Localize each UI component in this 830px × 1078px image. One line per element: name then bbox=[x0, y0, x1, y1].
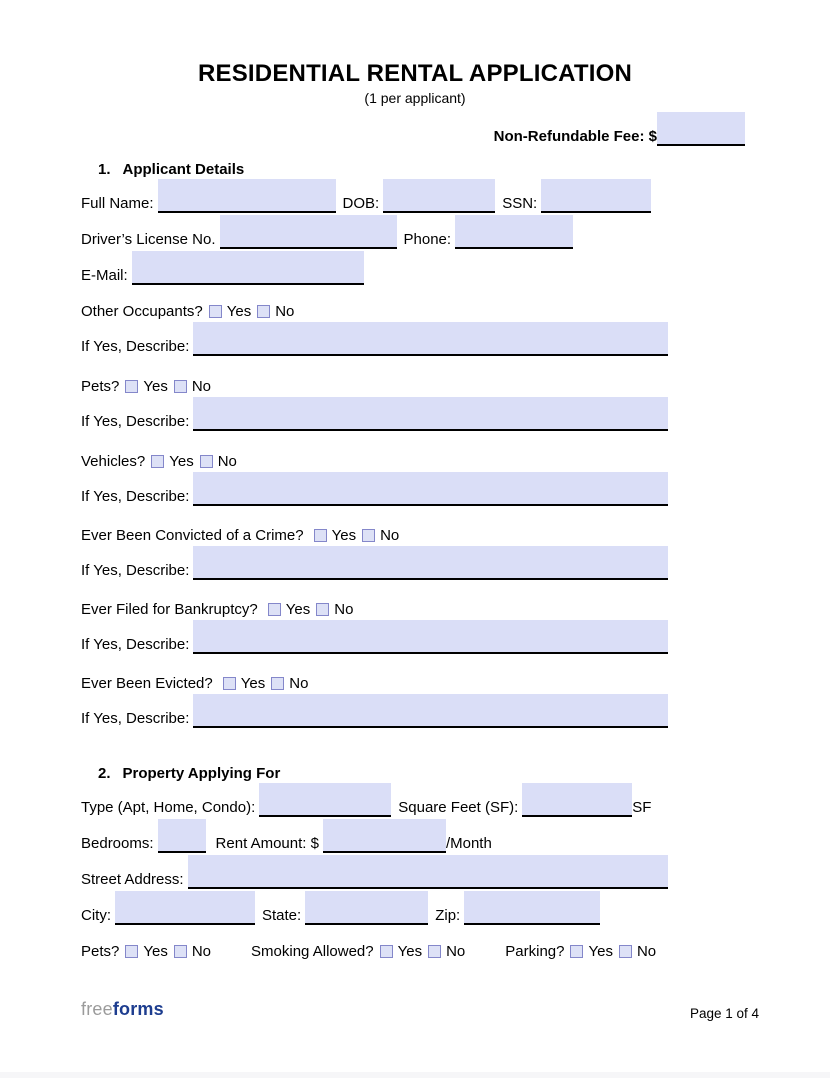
page-title: RESIDENTIAL RENTAL APPLICATION bbox=[197, 60, 632, 87]
pets-no-checkbox[interactable] bbox=[174, 380, 187, 393]
page-bottom-edge bbox=[0, 1072, 830, 1078]
vehicles-question bbox=[0, 452, 830, 470]
section-2-heading-text: Property Applying For bbox=[122, 765, 281, 782]
vehicles-label: Vehicles? bbox=[81, 452, 146, 470]
state-label: State: bbox=[262, 907, 302, 924]
other-occupants-no-label: No bbox=[275, 302, 295, 320]
zip-label: Zip: bbox=[435, 907, 461, 924]
property-questions-row bbox=[0, 942, 830, 960]
email-row bbox=[0, 251, 830, 285]
smoking-label: Smoking Allowed? bbox=[251, 942, 374, 960]
parking-yes-label: Yes bbox=[588, 942, 613, 960]
bankruptcy-question bbox=[0, 600, 830, 618]
if-yes-describe-label: If Yes, Describe: bbox=[81, 488, 190, 505]
non-refundable-fee-input[interactable] bbox=[657, 112, 745, 146]
freeforms-logo[interactable] bbox=[81, 999, 164, 1020]
bankruptcy-label: Ever Filed for Bankruptcy? bbox=[81, 600, 258, 618]
fee-row bbox=[0, 112, 830, 146]
bankruptcy-yes-checkbox[interactable] bbox=[268, 603, 281, 616]
evicted-question bbox=[0, 674, 830, 692]
full-name-input[interactable] bbox=[158, 179, 336, 213]
bankruptcy-describe-row bbox=[0, 620, 668, 654]
ssn-input[interactable] bbox=[541, 179, 651, 213]
bankruptcy-describe-input[interactable] bbox=[193, 620, 668, 654]
smoking-question bbox=[251, 943, 465, 960]
freeforms-logo-forms: forms bbox=[112, 999, 164, 1019]
parking-yes-checkbox[interactable] bbox=[570, 945, 583, 958]
bankruptcy-yes-label: Yes bbox=[285, 600, 311, 618]
square-feet-suffix: SF bbox=[632, 799, 652, 816]
zip-input[interactable] bbox=[464, 891, 600, 925]
rent-amount-input[interactable] bbox=[323, 819, 446, 853]
parking-no-label: No bbox=[636, 942, 657, 960]
evicted-yes-label: Yes bbox=[240, 674, 266, 692]
street-address-row bbox=[0, 855, 668, 889]
bedrooms-input[interactable] bbox=[158, 819, 206, 853]
license-row bbox=[0, 215, 830, 249]
page-subtitle: (1 per applicant) bbox=[364, 90, 466, 106]
freeforms-logo-free: free bbox=[81, 999, 113, 1019]
vehicles-yes-checkbox[interactable] bbox=[151, 455, 164, 468]
pets-question bbox=[0, 377, 830, 395]
other-occupants-yes-label: Yes bbox=[226, 302, 252, 320]
evicted-no-checkbox[interactable] bbox=[271, 677, 284, 690]
property-pets-yes-checkbox[interactable] bbox=[125, 945, 138, 958]
if-yes-describe-label: If Yes, Describe: bbox=[81, 338, 190, 355]
email-label: E-Mail: bbox=[81, 267, 128, 284]
if-yes-describe-label: If Yes, Describe: bbox=[81, 562, 190, 579]
section-1-heading-text: Applicant Details bbox=[122, 161, 245, 178]
property-pets-yes-label: Yes bbox=[143, 942, 168, 960]
bedrooms-label: Bedrooms: bbox=[81, 835, 154, 852]
street-address-label: Street Address: bbox=[81, 871, 184, 888]
ssn-label: SSN: bbox=[502, 195, 538, 212]
street-address-input[interactable] bbox=[188, 855, 668, 889]
pets-describe-row bbox=[0, 397, 668, 431]
email-input[interactable] bbox=[132, 251, 364, 285]
property-pets-no-checkbox[interactable] bbox=[174, 945, 187, 958]
if-yes-describe-label: If Yes, Describe: bbox=[81, 710, 190, 727]
name-row bbox=[0, 179, 830, 213]
pets-label: Pets? bbox=[81, 377, 120, 395]
phone-input[interactable] bbox=[455, 215, 573, 249]
dob-input[interactable] bbox=[383, 179, 495, 213]
dob-label: DOB: bbox=[342, 195, 380, 212]
city-label: City: bbox=[81, 907, 111, 924]
vehicles-describe-input[interactable] bbox=[193, 472, 668, 506]
pets-yes-checkbox[interactable] bbox=[125, 380, 138, 393]
other-occupants-describe-input[interactable] bbox=[193, 322, 668, 356]
full-name-label: Full Name: bbox=[81, 195, 154, 212]
city-input[interactable] bbox=[115, 891, 255, 925]
square-feet-input[interactable] bbox=[522, 783, 632, 817]
per-month-suffix: /Month bbox=[445, 835, 492, 852]
phone-label: Phone: bbox=[403, 231, 452, 248]
vehicles-yes-label: Yes bbox=[169, 452, 194, 470]
vehicles-no-checkbox[interactable] bbox=[200, 455, 213, 468]
property-pets-label: Pets? bbox=[81, 942, 120, 960]
convicted-label: Ever Been Convicted of a Crime? bbox=[81, 526, 304, 544]
rent-amount-label: Rent Amount: $ bbox=[215, 835, 319, 852]
drivers-license-input[interactable] bbox=[220, 215, 397, 249]
bankruptcy-no-checkbox[interactable] bbox=[316, 603, 329, 616]
section-2-heading bbox=[0, 765, 830, 783]
city-state-zip-row bbox=[0, 891, 830, 925]
parking-no-checkbox[interactable] bbox=[619, 945, 632, 958]
property-type-input[interactable] bbox=[259, 783, 391, 817]
evicted-label: Ever Been Evicted? bbox=[81, 674, 213, 692]
section-1-number: 1. bbox=[98, 161, 111, 178]
convicted-no-label: No bbox=[380, 526, 400, 544]
convicted-yes-checkbox[interactable] bbox=[314, 529, 327, 542]
evicted-describe-input[interactable] bbox=[193, 694, 668, 728]
pets-describe-input[interactable] bbox=[193, 397, 668, 431]
convicted-question bbox=[0, 526, 830, 544]
property-type-label: Type (Apt, Home, Condo): bbox=[81, 799, 256, 816]
other-occupants-describe-row bbox=[0, 322, 668, 356]
parking-question bbox=[505, 943, 656, 960]
smoking-no-label: No bbox=[446, 942, 466, 960]
vehicles-describe-row bbox=[0, 472, 668, 506]
fee-label: Non-Refundable Fee: $ bbox=[493, 128, 657, 145]
other-occupants-yes-checkbox[interactable] bbox=[209, 305, 222, 318]
smoking-yes-label: Yes bbox=[397, 942, 423, 960]
bankruptcy-no-label: No bbox=[334, 600, 354, 618]
property-pets-question bbox=[81, 943, 211, 960]
if-yes-describe-label: If Yes, Describe: bbox=[81, 413, 190, 430]
vehicles-no-label: No bbox=[217, 452, 237, 470]
convicted-describe-input[interactable] bbox=[193, 546, 668, 580]
page-indicator: Page 1 of 4 bbox=[690, 1006, 760, 1021]
evicted-describe-row bbox=[0, 694, 668, 728]
state-input[interactable] bbox=[305, 891, 428, 925]
square-feet-label: Square Feet (SF): bbox=[398, 799, 519, 816]
section-2-number: 2. bbox=[98, 765, 111, 782]
evicted-no-label: No bbox=[289, 674, 309, 692]
convicted-yes-label: Yes bbox=[331, 526, 357, 544]
type-row bbox=[0, 783, 830, 817]
convicted-describe-row bbox=[0, 546, 668, 580]
parking-label: Parking? bbox=[505, 942, 565, 960]
pets-no-label: No bbox=[191, 377, 212, 395]
drivers-license-label: Driver’s License No. bbox=[81, 231, 216, 248]
bedrooms-rent-row bbox=[0, 819, 830, 853]
other-occupants-no-checkbox[interactable] bbox=[257, 305, 270, 318]
smoking-yes-checkbox[interactable] bbox=[380, 945, 393, 958]
section-1-heading bbox=[0, 161, 830, 179]
if-yes-describe-label: If Yes, Describe: bbox=[81, 636, 190, 653]
convicted-no-checkbox[interactable] bbox=[362, 529, 375, 542]
pets-yes-label: Yes bbox=[143, 377, 168, 395]
other-occupants-question bbox=[0, 302, 830, 320]
property-pets-no-label: No bbox=[191, 942, 212, 960]
smoking-no-checkbox[interactable] bbox=[428, 945, 441, 958]
evicted-yes-checkbox[interactable] bbox=[223, 677, 236, 690]
other-occupants-label: Other Occupants? bbox=[81, 302, 203, 320]
